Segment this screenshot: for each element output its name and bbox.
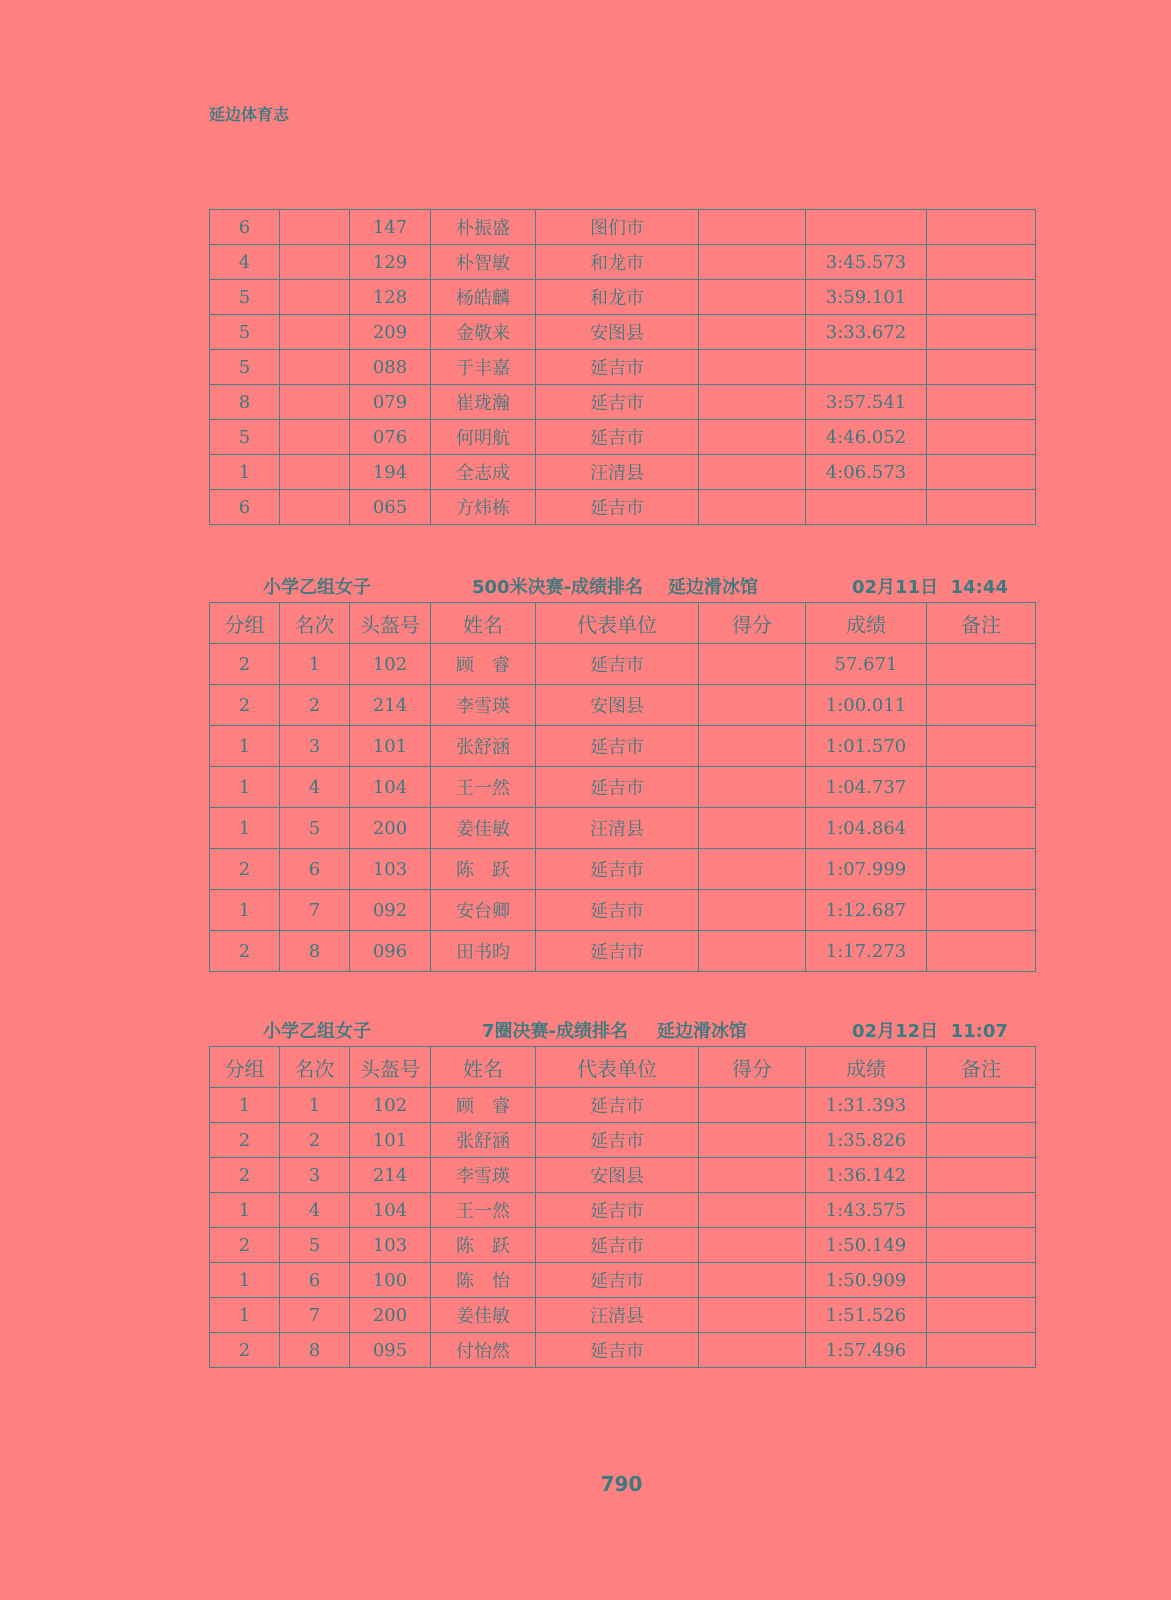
table-row bbox=[210, 685, 1036, 726]
table-cell bbox=[280, 455, 350, 490]
table-row bbox=[210, 490, 1036, 525]
table-cell: 1 bbox=[210, 1263, 280, 1298]
table-cell: 8 bbox=[210, 385, 280, 420]
table-row bbox=[210, 644, 1036, 685]
caption-group: 小学乙组女子 bbox=[263, 1021, 371, 1042]
table-cell: 1:17.273 bbox=[806, 931, 927, 972]
table-cell bbox=[927, 280, 1036, 315]
table-cell: 延吉市 bbox=[536, 350, 699, 385]
table-row bbox=[210, 315, 1036, 350]
table-cell bbox=[699, 1263, 806, 1298]
table-cell: 汪清县 bbox=[536, 455, 699, 490]
table-cell bbox=[927, 644, 1036, 685]
table-cell: 128 bbox=[350, 280, 431, 315]
table-cell: 214 bbox=[350, 685, 431, 726]
table-cell: 065 bbox=[350, 490, 431, 525]
header-row bbox=[210, 1047, 1036, 1088]
table-body bbox=[210, 644, 1036, 972]
table-cell: 1:36.142 bbox=[806, 1158, 927, 1193]
table-cell bbox=[699, 280, 806, 315]
table-cell: 朴振盛 bbox=[431, 210, 536, 245]
table-cell: 1:51.526 bbox=[806, 1298, 927, 1333]
column-header: 得分 bbox=[699, 1047, 806, 1088]
results-table-7laps bbox=[209, 1046, 1036, 1368]
table-cell: 延吉市 bbox=[536, 1263, 699, 1298]
column-header: 得分 bbox=[699, 603, 806, 644]
table-cell bbox=[699, 1158, 806, 1193]
table-cell: 214 bbox=[350, 1158, 431, 1193]
table-cell bbox=[927, 420, 1036, 455]
table-cell bbox=[280, 420, 350, 455]
table-cell: 3:59.101 bbox=[806, 280, 927, 315]
table-cell: 104 bbox=[350, 767, 431, 808]
table-cell bbox=[699, 210, 806, 245]
table-row bbox=[210, 849, 1036, 890]
table-cell bbox=[927, 385, 1036, 420]
table-cell: 1 bbox=[210, 1193, 280, 1228]
table-cell: 延吉市 bbox=[536, 890, 699, 931]
table-cell: 6 bbox=[210, 210, 280, 245]
table-row bbox=[210, 1298, 1036, 1333]
table-cell: 1 bbox=[280, 1088, 350, 1123]
table-cell: 李雪瑛 bbox=[431, 1158, 536, 1193]
table-cell: 7 bbox=[280, 890, 350, 931]
table-cell: 安图县 bbox=[536, 1158, 699, 1193]
table-cell: 1:07.999 bbox=[806, 849, 927, 890]
column-header: 头盔号 bbox=[350, 1047, 431, 1088]
header-row bbox=[210, 603, 1036, 644]
table-cell bbox=[927, 490, 1036, 525]
table-cell bbox=[699, 350, 806, 385]
table-cell: 6 bbox=[210, 490, 280, 525]
table-cell: 57.671 bbox=[806, 644, 927, 685]
table-cell: 5 bbox=[280, 808, 350, 849]
table-cell: 129 bbox=[350, 245, 431, 280]
table-row bbox=[210, 385, 1036, 420]
table-cell: 1 bbox=[210, 767, 280, 808]
table-cell: 2 bbox=[210, 644, 280, 685]
table-cell: 1 bbox=[210, 1298, 280, 1333]
table-cell bbox=[927, 808, 1036, 849]
table-cell: 张舒涵 bbox=[431, 726, 536, 767]
column-header: 分组 bbox=[210, 1047, 280, 1088]
table-cell: 092 bbox=[350, 890, 431, 931]
results-table-continued bbox=[209, 209, 1036, 525]
table-cell: 汪清县 bbox=[536, 808, 699, 849]
caption-venue: 延边滑冰馆 bbox=[668, 577, 758, 598]
table-cell: 方炜栋 bbox=[431, 490, 536, 525]
table-cell bbox=[699, 490, 806, 525]
table-row bbox=[210, 767, 1036, 808]
table-cell: 079 bbox=[350, 385, 431, 420]
table-cell: 2 bbox=[210, 685, 280, 726]
table-body bbox=[210, 1088, 1036, 1368]
table-cell: 1:50.909 bbox=[806, 1263, 927, 1298]
table-cell: 1:31.393 bbox=[806, 1088, 927, 1123]
table-cell bbox=[699, 1298, 806, 1333]
table-cell: 于丰嘉 bbox=[431, 350, 536, 385]
table-cell: 安图县 bbox=[536, 315, 699, 350]
table-cell: 何明航 bbox=[431, 420, 536, 455]
table-row bbox=[210, 245, 1036, 280]
table-cell: 101 bbox=[350, 1123, 431, 1158]
table-cell: 2 bbox=[280, 1123, 350, 1158]
table-cell: 顾 睿 bbox=[431, 1088, 536, 1123]
table-cell: 1 bbox=[210, 1088, 280, 1123]
table-cell bbox=[806, 210, 927, 245]
table-cell: 王一然 bbox=[431, 767, 536, 808]
table-cell bbox=[280, 315, 350, 350]
table-cell bbox=[927, 726, 1036, 767]
table-cell: 103 bbox=[350, 1228, 431, 1263]
running-head: 延边体育志 bbox=[209, 105, 290, 124]
table-cell: 和龙市 bbox=[536, 280, 699, 315]
column-header: 名次 bbox=[280, 603, 350, 644]
table-row bbox=[210, 890, 1036, 931]
table-cell: 2 bbox=[210, 1123, 280, 1158]
table-cell bbox=[927, 1193, 1036, 1228]
table-cell bbox=[699, 726, 806, 767]
column-header: 姓名 bbox=[431, 1047, 536, 1088]
table-cell: 209 bbox=[350, 315, 431, 350]
caption-event: 500米决赛-成绩排名 bbox=[472, 577, 644, 598]
table-cell: 延吉市 bbox=[536, 385, 699, 420]
table-cell bbox=[927, 245, 1036, 280]
caption-datetime: 02月12日 11:07 bbox=[852, 1021, 1008, 1042]
table-cell: 延吉市 bbox=[536, 726, 699, 767]
table-cell: 1:57.496 bbox=[806, 1333, 927, 1368]
table-cell: 6 bbox=[280, 849, 350, 890]
table-row bbox=[210, 350, 1036, 385]
table-cell: 194 bbox=[350, 455, 431, 490]
table-cell: 2 bbox=[210, 931, 280, 972]
table-cell: 3:45.573 bbox=[806, 245, 927, 280]
table-cell: 4:06.573 bbox=[806, 455, 927, 490]
table-cell: 延吉市 bbox=[536, 1228, 699, 1263]
table-cell: 1:50.149 bbox=[806, 1228, 927, 1263]
table-cell: 1:04.864 bbox=[806, 808, 927, 849]
table-cell: 4:46.052 bbox=[806, 420, 927, 455]
table-cell bbox=[699, 931, 806, 972]
table-cell bbox=[699, 385, 806, 420]
column-header: 代表单位 bbox=[536, 603, 699, 644]
table-cell: 田书昀 bbox=[431, 931, 536, 972]
table-cell: 张舒涵 bbox=[431, 1123, 536, 1158]
table-cell: 3:33.672 bbox=[806, 315, 927, 350]
table-cell bbox=[280, 210, 350, 245]
table-cell: 102 bbox=[350, 644, 431, 685]
table-cell: 3:57.541 bbox=[806, 385, 927, 420]
table-cell: 8 bbox=[280, 1333, 350, 1368]
caption-datetime: 02月11日 14:44 bbox=[852, 577, 1008, 598]
table-cell: 7 bbox=[280, 1298, 350, 1333]
table-row bbox=[210, 420, 1036, 455]
table-cell bbox=[699, 245, 806, 280]
table-cell: 1:12.687 bbox=[806, 890, 927, 931]
table-cell: 3 bbox=[280, 1158, 350, 1193]
table-cell: 1 bbox=[210, 726, 280, 767]
table-cell: 1:01.570 bbox=[806, 726, 927, 767]
table-cell bbox=[280, 245, 350, 280]
table-row bbox=[210, 1228, 1036, 1263]
table-cell: 姜佳敏 bbox=[431, 1298, 536, 1333]
table-cell: 6 bbox=[280, 1263, 350, 1298]
table-cell: 延吉市 bbox=[536, 420, 699, 455]
table-cell: 延吉市 bbox=[536, 931, 699, 972]
table-cell bbox=[699, 1228, 806, 1263]
table-cell: 5 bbox=[210, 315, 280, 350]
table-cell: 200 bbox=[350, 808, 431, 849]
table-cell bbox=[927, 1298, 1036, 1333]
table-cell: 图们市 bbox=[536, 210, 699, 245]
table-cell: 147 bbox=[350, 210, 431, 245]
table-cell bbox=[699, 455, 806, 490]
table-cell bbox=[927, 350, 1036, 385]
table-cell bbox=[280, 490, 350, 525]
table-cell: 1 bbox=[210, 890, 280, 931]
table-cell: 4 bbox=[210, 245, 280, 280]
table-cell: 5 bbox=[280, 1228, 350, 1263]
caption-group: 小学乙组女子 bbox=[263, 577, 371, 598]
table-cell: 汪清县 bbox=[536, 1298, 699, 1333]
table-cell: 陈 怡 bbox=[431, 1263, 536, 1298]
table-cell: 2 bbox=[210, 1158, 280, 1193]
table-cell bbox=[927, 1333, 1036, 1368]
table-cell bbox=[927, 767, 1036, 808]
table-cell: 3 bbox=[280, 726, 350, 767]
table-cell bbox=[699, 1123, 806, 1158]
table-cell bbox=[927, 1263, 1036, 1298]
table-cell: 2 bbox=[210, 1333, 280, 1368]
table-cell: 5 bbox=[210, 420, 280, 455]
column-header: 备注 bbox=[927, 603, 1036, 644]
table-cell: 1 bbox=[210, 455, 280, 490]
table-cell bbox=[699, 1193, 806, 1228]
table-cell: 顾 睿 bbox=[431, 644, 536, 685]
table-cell bbox=[927, 1088, 1036, 1123]
table-cell bbox=[280, 280, 350, 315]
table-cell: 8 bbox=[280, 931, 350, 972]
table-cell bbox=[927, 315, 1036, 350]
table-cell: 088 bbox=[350, 350, 431, 385]
table-cell: 金敬来 bbox=[431, 315, 536, 350]
table-cell: 朴智敏 bbox=[431, 245, 536, 280]
table-row bbox=[210, 1333, 1036, 1368]
table-cell: 095 bbox=[350, 1333, 431, 1368]
table-cell: 100 bbox=[350, 1263, 431, 1298]
table-cell bbox=[806, 350, 927, 385]
table-cell bbox=[927, 931, 1036, 972]
caption-event: 7圈决赛-成绩排名 bbox=[482, 1021, 628, 1042]
table-cell: 1 bbox=[280, 644, 350, 685]
table-cell bbox=[699, 1333, 806, 1368]
table-cell: 1:00.011 bbox=[806, 685, 927, 726]
table-cell bbox=[927, 890, 1036, 931]
column-header: 代表单位 bbox=[536, 1047, 699, 1088]
table-cell bbox=[806, 490, 927, 525]
table-cell: 延吉市 bbox=[536, 1088, 699, 1123]
table-cell: 陈 跃 bbox=[431, 1228, 536, 1263]
table-cell: 5 bbox=[210, 280, 280, 315]
table-row bbox=[210, 280, 1036, 315]
table-row bbox=[210, 931, 1036, 972]
table-cell: 101 bbox=[350, 726, 431, 767]
table-cell: 安台卿 bbox=[431, 890, 536, 931]
table-cell: 1:35.826 bbox=[806, 1123, 927, 1158]
table-row bbox=[210, 808, 1036, 849]
table-cell: 5 bbox=[210, 350, 280, 385]
table-cell: 陈 跃 bbox=[431, 849, 536, 890]
column-header: 名次 bbox=[280, 1047, 350, 1088]
table-cell bbox=[699, 420, 806, 455]
table-cell bbox=[927, 1123, 1036, 1158]
table-cell: 李雪瑛 bbox=[431, 685, 536, 726]
table-cell: 王一然 bbox=[431, 1193, 536, 1228]
table-cell bbox=[699, 767, 806, 808]
table-row bbox=[210, 726, 1036, 767]
table-row bbox=[210, 210, 1036, 245]
table-cell: 103 bbox=[350, 849, 431, 890]
table-row bbox=[210, 1123, 1036, 1158]
table-cell bbox=[280, 385, 350, 420]
table-cell bbox=[699, 1088, 806, 1123]
column-header: 成绩 bbox=[806, 603, 927, 644]
table-cell: 076 bbox=[350, 420, 431, 455]
table-cell: 安图县 bbox=[536, 685, 699, 726]
table-cell: 1 bbox=[210, 808, 280, 849]
table-cell: 付怡然 bbox=[431, 1333, 536, 1368]
table-cell: 姜佳敏 bbox=[431, 808, 536, 849]
table-cell: 4 bbox=[280, 1193, 350, 1228]
table-cell bbox=[699, 644, 806, 685]
table-row bbox=[210, 1088, 1036, 1123]
table-cell bbox=[927, 210, 1036, 245]
column-header: 备注 bbox=[927, 1047, 1036, 1088]
table-cell: 200 bbox=[350, 1298, 431, 1333]
table-cell: 延吉市 bbox=[536, 490, 699, 525]
table-cell: 102 bbox=[350, 1088, 431, 1123]
column-header: 头盔号 bbox=[350, 603, 431, 644]
table-cell: 全志成 bbox=[431, 455, 536, 490]
table-row bbox=[210, 1158, 1036, 1193]
table-cell: 104 bbox=[350, 1193, 431, 1228]
column-header: 分组 bbox=[210, 603, 280, 644]
table-cell: 崔珑瀚 bbox=[431, 385, 536, 420]
table-cell: 杨皓麟 bbox=[431, 280, 536, 315]
table-cell: 1:04.737 bbox=[806, 767, 927, 808]
table-cell bbox=[699, 808, 806, 849]
table-cell bbox=[699, 849, 806, 890]
results-table-500m bbox=[209, 602, 1036, 972]
table-cell: 延吉市 bbox=[536, 1193, 699, 1228]
table-cell bbox=[280, 350, 350, 385]
table-cell: 延吉市 bbox=[536, 1333, 699, 1368]
table-cell: 1:43.575 bbox=[806, 1193, 927, 1228]
column-header: 成绩 bbox=[806, 1047, 927, 1088]
table-cell bbox=[927, 849, 1036, 890]
table-row bbox=[210, 455, 1036, 490]
table-cell: 和龙市 bbox=[536, 245, 699, 280]
table-cell: 2 bbox=[210, 849, 280, 890]
table-cell: 2 bbox=[280, 685, 350, 726]
table-cell bbox=[927, 685, 1036, 726]
table-row bbox=[210, 1263, 1036, 1298]
table-cell bbox=[699, 890, 806, 931]
table-cell: 4 bbox=[280, 767, 350, 808]
table-cell: 延吉市 bbox=[536, 849, 699, 890]
table-row bbox=[210, 1193, 1036, 1228]
table-cell bbox=[699, 685, 806, 726]
column-header: 姓名 bbox=[431, 603, 536, 644]
table-cell: 096 bbox=[350, 931, 431, 972]
table-cell bbox=[927, 1228, 1036, 1263]
table-cell: 2 bbox=[210, 1228, 280, 1263]
table-cell bbox=[927, 455, 1036, 490]
page-number: 790 bbox=[600, 1472, 643, 1496]
table-cell: 延吉市 bbox=[536, 1123, 699, 1158]
table-cell: 延吉市 bbox=[536, 644, 699, 685]
table-cell bbox=[699, 315, 806, 350]
caption-venue: 延边滑冰馆 bbox=[657, 1021, 747, 1042]
table-body bbox=[210, 210, 1036, 525]
table-cell bbox=[927, 1158, 1036, 1193]
table-cell: 延吉市 bbox=[536, 767, 699, 808]
